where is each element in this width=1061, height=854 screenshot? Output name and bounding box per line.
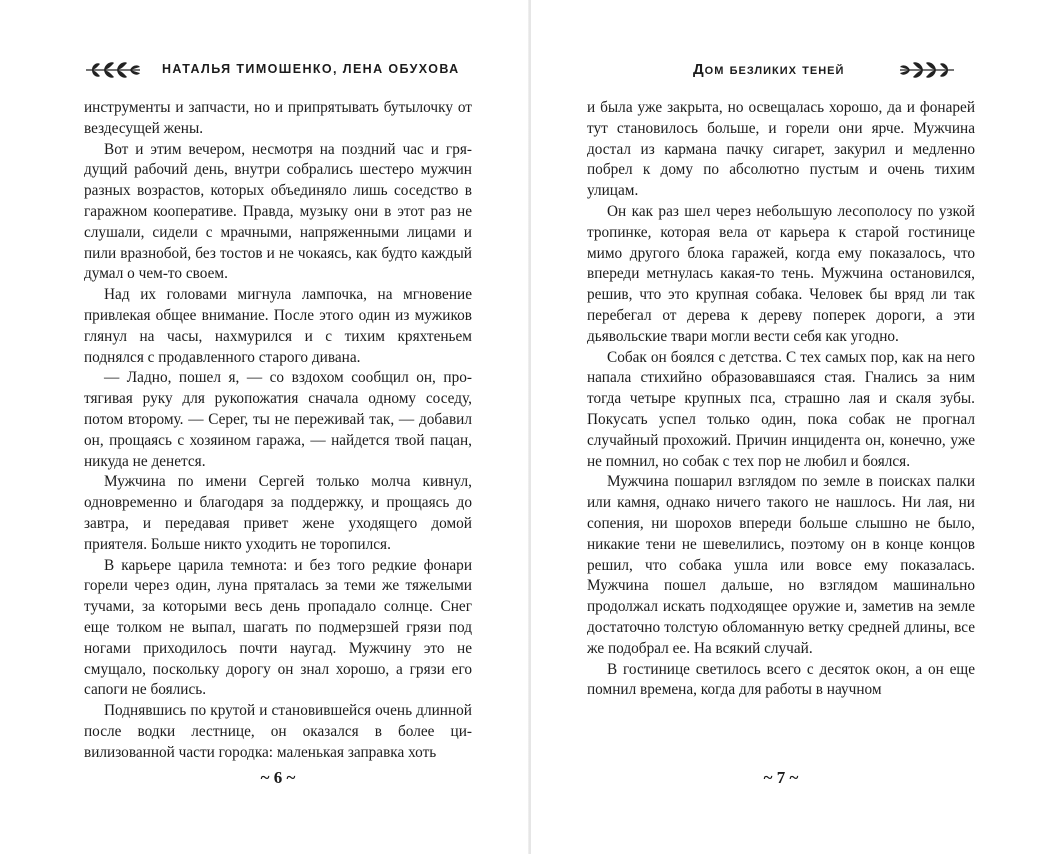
left-body-text [84,98,472,764]
paragraph: — Ладно, пошел я, — со вздохом сообщил он, протягивая руку для рукопожатия сначала одному соседу, потом второму. — Серег, ты не переживай так, — добавил он, прощаясь с хозяином гаража, — найдется твой пацан, никуда не денется. [84,369,472,470]
paragraph: и была уже закрыта, но освещалась хорошо, да и фонарей тут становилось больше, и горели они ярче. Мужчина достал из кармана пачку сигарет, закурил и медленно побрел к дому по абсолютно пустым и очень тихим улицам. [587,99,975,200]
paragraph: инструменты и запчасти, но и припрятывать бутылочку от вездесущей жены. [84,99,472,137]
running-head-title: Дом безликих теней [693,60,845,78]
paragraph: Мужчина пошарил взглядом по земле в поисках палки или камня, однако ничего такого не нашлось. Ни лая, ни сопения, ни шорохов впереди больше слышно не было, никакие тени не шевелились, поэтому он в конце концов решил, что собака ушла или вовсе ему показалась. Мужчина пошел дальше, но взглядом машинально продолжал искать подходящее оружие и, заметив на земле достаточно толстую обломанную ветку средней длины, все же подобрал ее. На всякий случай. [587,473,975,657]
paragraph: В карьере царила темнота: и без того редкие фонари горели через один, луна пряталась за теми же тяжелыми тучами, за которыми весь день пропадало солнце. Снег еще толком не выпал, шагать по подмерзшей грязи под ногами приходилось почти наугад. Мужчину это не смущало, поскольку дорогу он знал хорошо, а грязи его сапоги не боялись. [84,556,472,699]
left-header [84,55,460,83]
paragraph: Он как раз шел через небольшую лесополосу по узкой тропинке, которая вела от карьера к старой гостинице мимо другого блока гаражей, когда ему показалось, что впереди метнулась какая-то тень. Мужчина остановился, решив, что это крупная собака. Человек бы вряд ли так перебегал от дерева к дереву поперек дороги, а эти дьявольские твари могли вести себя как угодно. [587,202,975,345]
paragraph: Над их головами мигнула лампочка, на мгновение привлекая общее внимание. После этого один из мужиков глянул на часы, нахмурился и с тихим кряхтеньем поднялся с продавленного старого дивана. [84,286,472,366]
right-body-text [587,98,975,701]
paragraph: Поднявшись по крутой и становившейся очень длинной после водки лестнице, он оказался в более цивилизованной части городка: маленькая заправка хоть [84,702,472,761]
paragraph: В гостинице светилось всего с десяток окон, а он еще помнил времена, когда для работы в научном [587,660,975,699]
left-page [0,0,530,854]
right-page [531,0,1061,854]
page-number-right: ~ 7 ~ [763,768,799,787]
paragraph: Мужчина по имени Сергей только молча кивнул, одновременно и благодаря за поддержку, и прощаясь до завтра, и передавая привет жене уходящего домой приятеля. Больше никто уходить не торопился. [84,473,472,553]
page-number-left: ~ 6 ~ [260,768,296,787]
right-header [693,55,956,83]
running-head-authors: НАТАЛЬЯ ТИМОШЕНКО, ЛЕНА ОБУХОВА [162,62,460,76]
paragraph: Собак он боялся с детства. С тех самых пор, как на него напала стихийно образовавшаяся стая. Гнались за ним тогда четыре крупных пса, страшно лая и скаля зубы. Покусать успел только один, пока собак не прогнал случайный прохожий. Причин инцидента он, конечно, уже не помнил, но собак с тех пор не любил и боялся. [587,348,975,470]
leaf-branch-ornament-icon [84,58,142,80]
paragraph: Вот и этим вечером, несмотря на поздний час и грядущий рабочий день, внутри собрались шестеро мужчин разных возрастов, которых объединяло лишь соседство в гаражном кооперативе. Правда, музыку они в этот раз не слушали, сидели с мрачными, напряженными лицами и пили вразнобой, без тостов и не чокаясь, как будто каждый думал о чем-то своем. [84,140,472,283]
leaf-branch-ornament-icon [898,58,956,80]
